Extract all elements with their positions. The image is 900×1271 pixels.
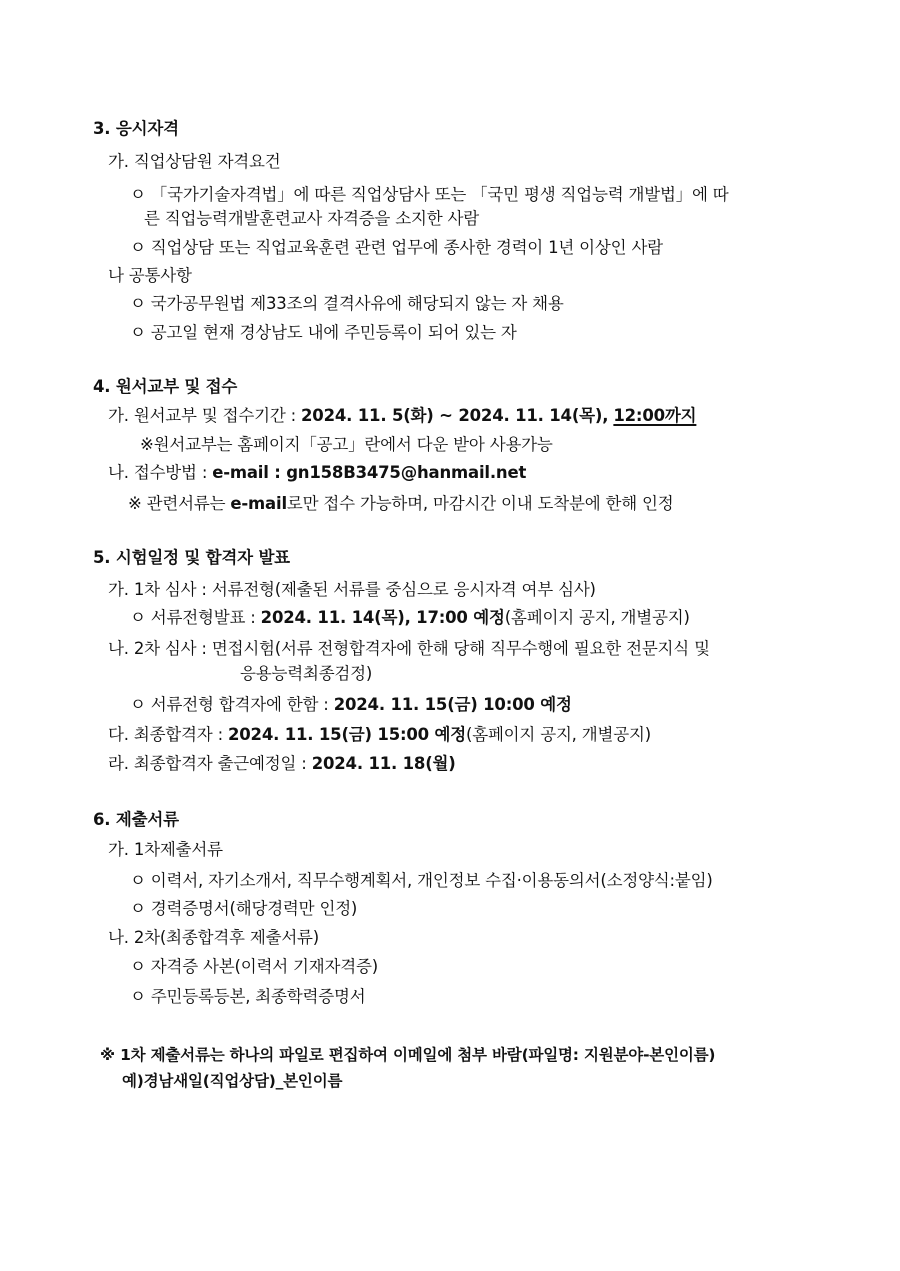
section-6-a-item-1: ㅇ 이력서, 자기소개서, 직무수행계획서, 개인정보 수집·이용동의서(소정양식:붙임) <box>130 871 713 890</box>
section-3-heading: 3. 응시자격 <box>93 119 179 138</box>
section-4-a-note: ※원서교부는 홈페이지「공고」란에서 다운 받아 사용가능 <box>140 435 553 454</box>
section-5-a-item-1-date: 2024. 11. 14(목), 17:00 예정 <box>260 608 505 627</box>
section-5-c <box>108 723 651 747</box>
section-5-c-prefix: 다. 최종합격자 : <box>108 725 228 744</box>
section-5-d-prefix: 라. 최종합격자 출근예정일 : <box>108 754 312 773</box>
section-4-a-prefix: 가. 원서교부 및 접수기간 : <box>108 406 302 425</box>
section-3-b-item-2: ㅇ 공고일 현재 경상남도 내에 주민등록이 되어 있는 자 <box>130 323 517 342</box>
section-4-a-deadline: 12:00까지 <box>613 406 697 425</box>
section-3-a-item-1-line-2: 른 직업능력개발훈련교사 자격증을 소지한 사람 <box>144 209 479 228</box>
section-5-a-item-1 <box>130 606 690 630</box>
section-6-b: 나. 2차(최종합격후 제출서류) <box>108 928 320 947</box>
section-3-b-item-1: ㅇ 국가공무원법 제33조의 결격사유에 해당되지 않는 자 채용 <box>130 294 564 313</box>
section-3-a-item-1-line-1: ㅇ 「국가기술자격법」에 따른 직업상담사 또는 「국민 평생 직업능력 개발법」에 따 <box>130 185 729 204</box>
section-5-d <box>108 752 456 776</box>
section-6-b-item-2: ㅇ 주민등록등본, 최종학력증명서 <box>130 987 366 1006</box>
section-5-d-date: 2024. 11. 18(월) <box>311 754 456 773</box>
section-5-a-item-1-suffix: (홈페이지 공지, 개별공지) <box>504 608 690 627</box>
section-4-b-note-suffix: 로만 접수 가능하며, 마감시간 이내 도착분에 한해 인정 <box>286 494 674 513</box>
footnote-line-1: ※ 1차 제출서류는 하나의 파일로 편집하여 이메일에 첨부 바람(파일명: 지원분야-본인이름) <box>100 1046 716 1064</box>
section-6-b-item-1: ㅇ 자격증 사본(이력서 기재자격증) <box>130 957 378 976</box>
section-5-b-line-2: 응용능력최종검정) <box>240 664 373 683</box>
section-4-heading: 4. 원서교부 및 접수 <box>93 377 238 396</box>
section-6-a: 가. 1차제출서류 <box>108 840 223 859</box>
section-5-a-item-1-prefix: ㅇ 서류전형발표 : <box>130 608 261 627</box>
section-5-b-line-1: 나. 2차 심사 : 면접시험(서류 전형합격자에 한해 당해 직무수행에 필요한 전문지식 및 <box>108 639 710 658</box>
section-5-b-item-1 <box>130 693 572 717</box>
section-4-b <box>108 461 526 485</box>
section-5-c-suffix: (홈페이지 공지, 개별공지) <box>465 725 651 744</box>
section-5-c-date: 2024. 11. 15(금) 15:00 예정 <box>227 725 466 744</box>
footnote-line-2: 예)경남새일(직업상담)_본인이름 <box>122 1072 343 1090</box>
section-5-b-item-1-date: 2024. 11. 15(금) 10:00 예정 <box>333 695 572 714</box>
section-6-heading: 6. 제출서류 <box>93 810 179 829</box>
section-3-b-label: 나 공통사항 <box>108 266 192 285</box>
section-3-a-item-2: ㅇ 직업상담 또는 직업교육훈련 관련 업무에 종사한 경력이 1년 이상인 사람 <box>130 238 663 257</box>
section-4-b-email: e-mail : gn158B3475@hanmail.net <box>212 463 527 482</box>
section-4-b-prefix: 나. 접수방법 : <box>108 463 213 482</box>
section-4-b-note-email: e-mail <box>230 494 287 513</box>
section-5-heading: 5. 시험일정 및 합격자 발표 <box>93 548 290 567</box>
section-4-b-note-prefix: ※ 관련서류는 <box>128 494 231 513</box>
section-5-a: 가. 1차 심사 : 서류전형(제출된 서류를 중심으로 응시자격 여부 심사) <box>108 580 596 599</box>
section-5-b-item-1-prefix: ㅇ 서류전형 합격자에 한함 : <box>130 695 334 714</box>
section-4-a <box>108 404 696 428</box>
section-4-a-period: 2024. 11. 5(화) ~ 2024. 11. 14(목), <box>301 406 609 425</box>
section-3-a-label: 가. 직업상담원 자격요건 <box>108 152 281 171</box>
section-6-a-item-2: ㅇ 경력증명서(해당경력만 인정) <box>130 899 358 918</box>
section-4-b-note <box>128 492 674 516</box>
